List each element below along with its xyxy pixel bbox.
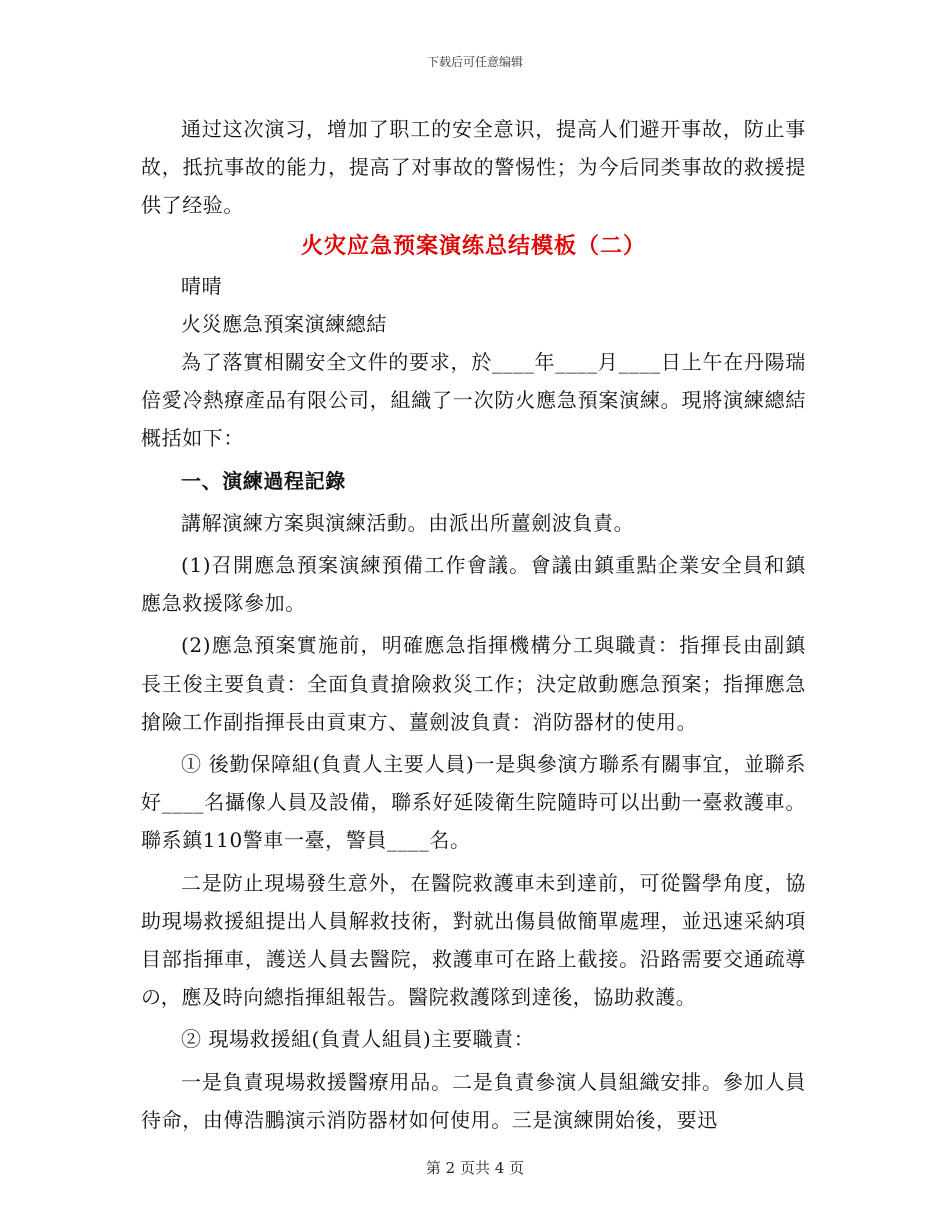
page-footer: 第 2 页共 4 页 xyxy=(425,1159,525,1177)
paragraph-item-1: (1)召開應急預案演練預備工作會議。會議由鎮重點企業安全員和鎮應急救援隊參加。 xyxy=(141,553,806,616)
paragraph-rescue-duties: 一是負責現場救援醫療用品。二是負責參演人員組織安排。參加人員待命，由傅浩鵬演示消防器材如何使用。三是演練開始後，要迅 xyxy=(141,1069,806,1132)
weather-line: 晴晴 xyxy=(181,273,223,298)
section-heading-process: 一、演練過程記錄 xyxy=(181,468,346,493)
paragraph-item-2: (2)應急預案實施前，明確應急指揮機構分工與職責：指揮長由副鎮長王俊主要負責：全面負責搶險救災工作；決定啟動應急預案；指揮應急搶險工作副指揮長由貢東方、薑劍波負責：消防器材的使用。 xyxy=(141,633,806,734)
paragraph-explain: 講解演練方案與演練活動。由派出所薑劍波負責。 xyxy=(181,510,635,535)
subtitle-line: 火災應急預案演練總結 xyxy=(181,311,387,336)
paragraph-accident-prevention: 二是防止現場發生意外，在醫院救護車未到達前，可從醫學角度，協助現場救援組提出人員解救技術，對就出傷員做簡單處理，並迅速采納項目部指揮車，護送人員去醫院，救護車可在路上截接。沿路需要交通疏導の，應及時向總指揮組報告。醫院救護隊到達後，協助救護。 xyxy=(141,870,806,1010)
paragraph-intro-drill: 為了落實相關安全文件的要求，於____年____月____日上午在丹陽瑞倍愛冷熱療產品有限公司，組織了一次防火應急預案演練。現將演練總結概括如下： xyxy=(141,350,806,451)
paragraph-logistics: ① 後勤保障組(負責人主要人員)一是與參演方聯系有關事宜，並聯系好____名攝像人員及設備，聯系好延陵衛生院隨時可以出動一臺救護車。聯系鎮110警車一臺，警員____名。 xyxy=(141,752,806,853)
document-title: 火灾应急预案演练总结模板（二） xyxy=(300,232,646,259)
paragraph-rescue-group: ② 現場救援組(負責人組員)主要職責： xyxy=(181,1027,535,1052)
page-header: 下载后可任意编辑 xyxy=(426,55,523,69)
intro-paragraph: 通过这次演习，增加了职工的安全意识，提高人们避开事故，防止事故，抵抗事故的能力，提高了对事故的警惕性；为今后同类事故的救援提供了经验。 xyxy=(141,117,806,218)
document-body xyxy=(141,110,806,1139)
